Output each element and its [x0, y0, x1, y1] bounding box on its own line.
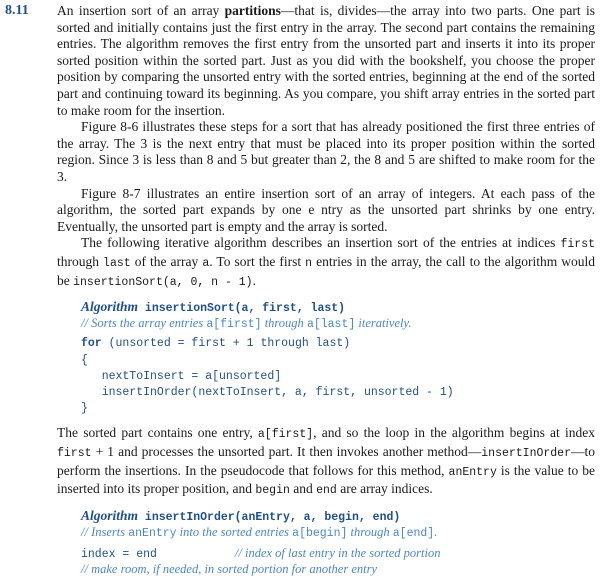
c2-text-a: // Inserts: [81, 524, 129, 539]
index-assignment: index = end: [81, 548, 157, 562]
p4-text-5: entries in the array, the call to the algorithm would be: [57, 253, 595, 288]
algorithm2-keyword: Algorithm: [81, 507, 139, 523]
index-comment: // index of last entry in the sorted portion: [234, 546, 441, 561]
p4-text-3: of the array: [130, 253, 203, 269]
close-brace: }: [81, 402, 88, 416]
open-brace: {: [81, 353, 88, 367]
insertion-sort-algorithm: [81, 299, 595, 417]
p5-text-6: and: [289, 481, 317, 497]
p5-text-4: —to perform the insertions. In the pseudocode that follows for this method,: [57, 444, 595, 478]
c2-text-d: .: [434, 524, 438, 539]
code-line-next-to-insert: nextToInsert = a[unsorted]: [81, 369, 282, 383]
c2-text-b: into the sorted entries: [176, 524, 293, 539]
code-n: n: [305, 256, 313, 270]
c2-code-b: a[begin]: [292, 526, 348, 540]
code-an-entry: anEntry: [448, 465, 497, 479]
make-room-comment: // make room, if needed, in sorted portion for another entry: [81, 562, 378, 577]
p1-text-b: —that is, divides—the array into two parts. One part is sorted and initially contains just the first entry in the array. The second part contains the remaining entries. The algorithm removes the first entry from the unsorted part and inserts it into its proper sorted position within the sorted part. Just as you did with the bookshelf, you choose the proper position by comparing the unsorted entry with the sorted entries, beginning at the end of the sorted part and continuing toward its beginning. As you compare, you shift array entries in the sorted part to make room for the insertion.: [57, 3, 595, 118]
p4-text-2: through: [57, 253, 104, 269]
p4-text-6: .: [252, 272, 256, 288]
paragraph-intro: [57, 3, 595, 119]
code-a-first: a[first]: [257, 428, 314, 442]
term-partitions: partitions: [224, 3, 281, 18]
code-line-insert-in-order: insertInOrder(nextToInsert, a, first, unsorted - 1): [81, 386, 454, 400]
p4-text-1: The following iterative algorithm describes an insertion sort of the entries at indices: [81, 235, 561, 251]
comment-text-b: through: [261, 316, 307, 331]
comment-text-a: // Sorts the array entries: [81, 316, 207, 331]
comment-code-a: a[first]: [206, 318, 262, 332]
c2-code-c: a[end]: [392, 526, 435, 540]
for-keyword: for: [81, 337, 102, 351]
algorithm-keyword: Algorithm: [81, 299, 139, 315]
for-line: [81, 336, 595, 352]
algorithm-comment: [81, 315, 595, 331]
p5-text-3: + 1 and processes the unsorted part. It then invokes another method—: [91, 444, 482, 459]
paragraph-figure-8-6: Figure 8-6 illustrates these steps for a sort that has already positioned the first three entries of the array. The 3 is the next entry that must be placed into its proper position within the sorted region. Since 3 is less than 8 and 5 but greater than 2, the 8 and 5 are shifted to make room for the 3.: [57, 119, 595, 184]
section-number: 8.11: [5, 3, 29, 18]
code-a: a: [202, 256, 210, 270]
algorithm2-header: [81, 508, 595, 524]
p5-text-5: is the value to be inserted into its proper position, and: [57, 462, 595, 497]
code-first-index: first: [57, 447, 92, 460]
algorithm2-signature: insertInOrder(anEntry, a, begin, end): [138, 510, 401, 524]
code-first: first: [560, 238, 595, 252]
p5-text-2: , and so the loop in the algorithm begins at index: [313, 425, 595, 441]
paragraph-figure-8-7: Figure 8-7 illustrates an entire insertion sort of an array of integers. At each pass of the algorithm, the sorted part expands by one e ntry as the unsorted part shrinks by one entry. Eventually, the unsorted part is empty and the array is sorted.: [57, 185, 595, 234]
paragraph-sorted-part: [57, 425, 595, 499]
comment-code-b: a[last]: [306, 318, 356, 332]
comment-text-c: iteratively.: [355, 316, 412, 331]
p5-text-1: The sorted part contains one entry,: [57, 425, 258, 441]
section-body: [57, 3, 595, 586]
algorithm2-comment: [81, 524, 595, 540]
code-insert-in-order: insertInOrder: [481, 447, 571, 460]
code-last: last: [103, 256, 131, 270]
c2-text-c: through: [347, 524, 393, 539]
paragraph-iterative-algorithm: [57, 235, 595, 291]
p1-text-a: An insertion sort of an array: [57, 3, 225, 18]
code-call: insertionSort(a, 0, n - 1): [73, 275, 253, 289]
p5-text-7: are array indices.: [336, 481, 433, 497]
code-begin: begin: [255, 484, 290, 498]
c2-code-a: anEntry: [128, 526, 177, 540]
code-end: end: [316, 484, 337, 498]
for-range: (unsorted = first + 1 through last): [101, 337, 351, 351]
algorithm-signature: insertionSort(a, first, last): [138, 302, 346, 316]
index-line: [81, 545, 595, 561]
insert-in-order-algorithm: [81, 508, 595, 578]
p4-text-4: . To sort the first: [209, 253, 306, 269]
algorithm-header: [81, 299, 595, 315]
